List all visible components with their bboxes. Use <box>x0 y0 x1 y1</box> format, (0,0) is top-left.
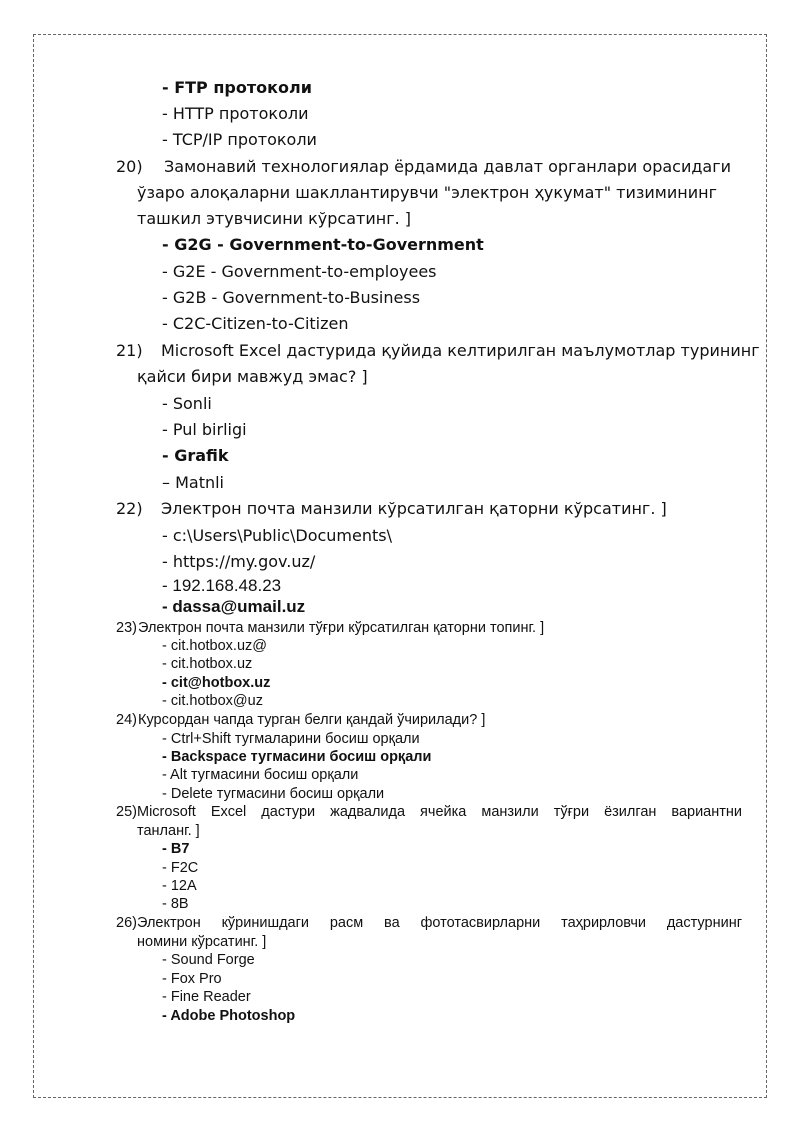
q21-text-line-1: Microsoft Excel дастурида қуйида келтирилган маълумотлар турининг <box>161 341 760 360</box>
q21-text-line-2: қайси бири мавжуд эмас? ] <box>137 367 368 386</box>
q22-option-2: - https://my.gov.uz/ <box>162 552 316 571</box>
q19-option-3: - TCP/IP протоколи <box>162 130 317 149</box>
q19-option-2: - HTTP протоколи <box>162 104 309 123</box>
q22-option-4-correct: - dassa@umail.uz <box>162 597 306 616</box>
q22-option-3: - 192.168.48.23 <box>162 576 282 595</box>
q21-option-3-correct: - Grafik <box>162 446 229 465</box>
q23-number: 23) <box>116 620 137 636</box>
q20-number: 20) <box>116 157 143 176</box>
q24-option-2-correct: - Backspace тугмасини босиш орқали <box>162 749 432 765</box>
q26-text-line-2: номини кўрсатинг. ] <box>137 934 267 950</box>
q26-number: 26) <box>116 915 137 931</box>
q22-option-1: - c:\Users\Public\Documents\ <box>162 526 392 545</box>
q20-text-line-1: Замонавий технологиялар ёрдамида давлат органлари орасидаги <box>164 157 732 176</box>
q21-number: 21) <box>116 341 143 360</box>
q20-option-1-correct: - G2G - Government-to-Government <box>162 235 484 254</box>
q24-option-3: - Alt тугмасини босиш орқали <box>162 767 359 783</box>
q23-option-4: - cit.hotbox@uz <box>162 693 263 709</box>
q25-option-1-correct: - B7 <box>162 841 190 857</box>
q25-option-4: - 8B <box>162 896 189 912</box>
q23-option-2: - cit.hotbox.uz <box>162 656 253 672</box>
q24-option-1: - Ctrl+Shift тугмаларини босиш орқали <box>162 731 420 747</box>
q20-text-line-2: ўзаро алоқаларни шакллантирувчи "электрон ҳукумат" тизимининг <box>137 183 717 202</box>
q24-number: 24) <box>116 712 137 728</box>
q26-text-line-1: Электрон кўринишдаги расм ва фототасвирларни таҳрирловчи дастурнинг <box>137 915 742 931</box>
q20-option-4: - C2C-Citizen-to-Citizen <box>162 314 349 333</box>
q25-option-3: - 12A <box>162 878 197 894</box>
q25-number: 25) <box>116 804 137 820</box>
q26-option-2: - Fox Pro <box>162 971 222 987</box>
q20-text-line-3: ташкил этувчисини кўрсатинг. ] <box>137 209 412 228</box>
q19-option-1-correct: - FTP протоколи <box>162 78 312 97</box>
q22-number: 22) <box>116 499 143 518</box>
q23-text-line-1: Электрон почта манзили тўғри кўрсатилган қаторни топинг. ] <box>138 620 545 636</box>
q20-option-3: - G2B - Government-to-Business <box>162 288 421 307</box>
q26-option-3: - Fine Reader <box>162 989 251 1005</box>
q23-option-1: - cit.hotbox.uz@ <box>162 638 267 654</box>
q23-option-3-correct: - cit@hotbox.uz <box>162 675 271 691</box>
q25-text-line-2: танланг. ] <box>137 823 200 839</box>
q26-option-1: - Sound Forge <box>162 952 255 968</box>
q26-option-4-correct: - Adobe Photoshop <box>162 1008 296 1024</box>
q22-text-line-1: Электрон почта манзили кўрсатилган қаторни кўрсатинг. ] <box>161 499 667 518</box>
q21-option-2: - Pul birligi <box>162 420 247 439</box>
q21-option-4: – Matnli <box>162 473 224 492</box>
q24-text-line-1: Курсордан чапда турган белги қандай ўчирилади? ] <box>138 712 486 728</box>
q25-text-line-1: Microsoft Excel дастури жадвалида ячейка манзили тўғри ёзилган вариантни <box>137 804 742 820</box>
q21-option-1: - Sonli <box>162 394 212 413</box>
q25-option-2: - F2C <box>162 860 199 876</box>
q20-option-2: - G2E - Government-to-employees <box>162 262 437 281</box>
q24-option-4: - Delete тугмасини босиш орқали <box>162 786 385 802</box>
